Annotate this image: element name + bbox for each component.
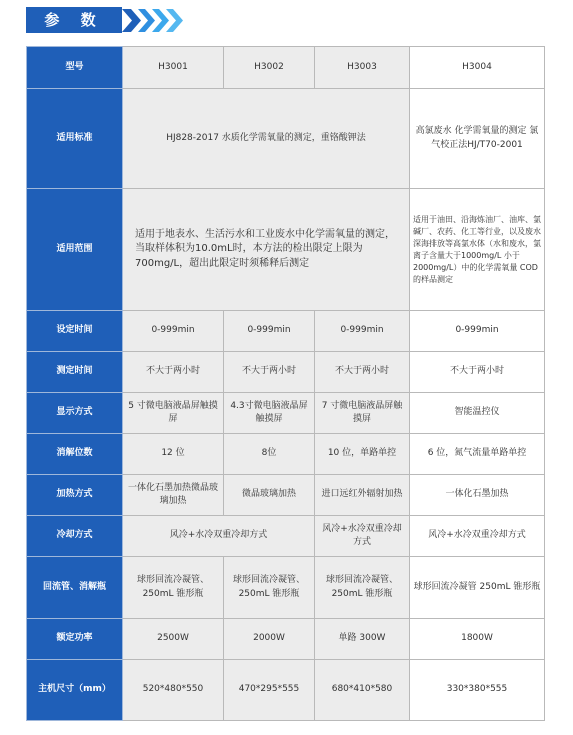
row-label: 适用标准 [27, 89, 123, 189]
row-label: 适用范围 [27, 189, 123, 311]
scope-cell: 适用于油田、沿海炼油厂、油库、氯碱厂、农药、化工等行业，以及废水深海排放等高氯水体（水和废水，氯离子含量大于1000mg/L 小于 2000mg/L）中的化学需氧量 COD 的样品测定 [410, 189, 545, 311]
value-cell: 12 位 [123, 434, 224, 475]
value-cell: 0-999min [315, 311, 410, 352]
value-cell: 一体化石墨加热 [410, 475, 545, 516]
value-cell: 1800W [410, 619, 545, 660]
value-cell: 不大于两小时 [123, 352, 224, 393]
value-cell: 不大于两小时 [315, 352, 410, 393]
value-cell: 球形回流冷凝管、250mL 锥形瓶 [315, 557, 410, 619]
value-cell: 6 位，氮气流量单路单控 [410, 434, 545, 475]
value-cell: 8位 [224, 434, 315, 475]
value-cell: 一体化石墨加热微晶玻璃加热 [123, 475, 224, 516]
table-row [27, 47, 545, 89]
value-cell: 2500W [123, 619, 224, 660]
value-cell: 5 寸微电脑液晶屏触摸屏 [123, 393, 224, 434]
value-cell: 风冷+水冷双重冷却方式 [123, 516, 315, 557]
value-cell: 520*480*550 [123, 660, 224, 721]
value-cell: 2000W [224, 619, 315, 660]
value-cell: 球形回流冷凝管 250mL 锥形瓶 [410, 557, 545, 619]
row-label: 测定时间 [27, 352, 123, 393]
value-cell: 智能温控仪 [410, 393, 545, 434]
row-label: 回流管、消解瓶 [27, 557, 123, 619]
value-cell: 10 位，单路单控 [315, 434, 410, 475]
row-label: 消解位数 [27, 434, 123, 475]
row-label: 型号 [27, 47, 123, 89]
row-label: 加热方式 [27, 475, 123, 516]
table-row [27, 352, 545, 393]
table-row [27, 311, 545, 352]
row-label: 主机尺寸（mm） [27, 660, 123, 721]
parameter-table [26, 46, 545, 721]
standard-cell: 高氯废水 化学需氧量的测定 氯气校正法HJ/T70-2001 [410, 89, 545, 189]
chevron-arrows-icon [120, 9, 192, 32]
scope-cell: 适用于地表水、生活污水和工业废水中化学需氧量的测定，当取样体积为10.0mL时，本方法的检出限定上限为700mg/L，超出此限定时须稀释后测定 [123, 189, 410, 311]
value-cell: 0-999min [123, 311, 224, 352]
row-label: 设定时间 [27, 311, 123, 352]
value-cell: 7 寸微电脑液晶屏触摸屏 [315, 393, 410, 434]
value-cell: 不大于两小时 [410, 352, 545, 393]
model-cell: H3004 [410, 47, 545, 89]
model-cell: H3003 [315, 47, 410, 89]
row-label: 额定功率 [27, 619, 123, 660]
value-cell: 0-999min [410, 311, 545, 352]
value-cell: 进口远红外辐射加热 [315, 475, 410, 516]
standard-cell: HJ828-2017 水质化学需氧量的测定，重铬酸钾法 [123, 89, 410, 189]
table-row [27, 89, 545, 189]
section-header [26, 7, 206, 34]
table-row [27, 189, 545, 311]
value-cell: 球形回流冷凝管、250mL 锥形瓶 [123, 557, 224, 619]
table-row [27, 619, 545, 660]
value-cell: 不大于两小时 [224, 352, 315, 393]
value-cell: 单路 300W [315, 619, 410, 660]
table-row [27, 660, 545, 721]
row-label: 显示方式 [27, 393, 123, 434]
table-row [27, 393, 545, 434]
row-label: 冷却方式 [27, 516, 123, 557]
value-cell: 球形回流冷凝管、250mL 锥形瓶 [224, 557, 315, 619]
model-cell: H3002 [224, 47, 315, 89]
section-title: 参 数 [26, 7, 122, 33]
value-cell: 680*410*580 [315, 660, 410, 721]
table-row [27, 475, 545, 516]
value-cell: 0-999min [224, 311, 315, 352]
value-cell: 330*380*555 [410, 660, 545, 721]
table-row [27, 434, 545, 475]
model-cell: H3001 [123, 47, 224, 89]
table-row [27, 557, 545, 619]
value-cell: 微晶玻璃加热 [224, 475, 315, 516]
value-cell: 风冷+水冷双重冷却方式 [410, 516, 545, 557]
value-cell: 4.3寸微电脑液晶屏触摸屏 [224, 393, 315, 434]
value-cell: 风冷+水冷双重冷却方式 [315, 516, 410, 557]
table-row [27, 516, 545, 557]
value-cell: 470*295*555 [224, 660, 315, 721]
